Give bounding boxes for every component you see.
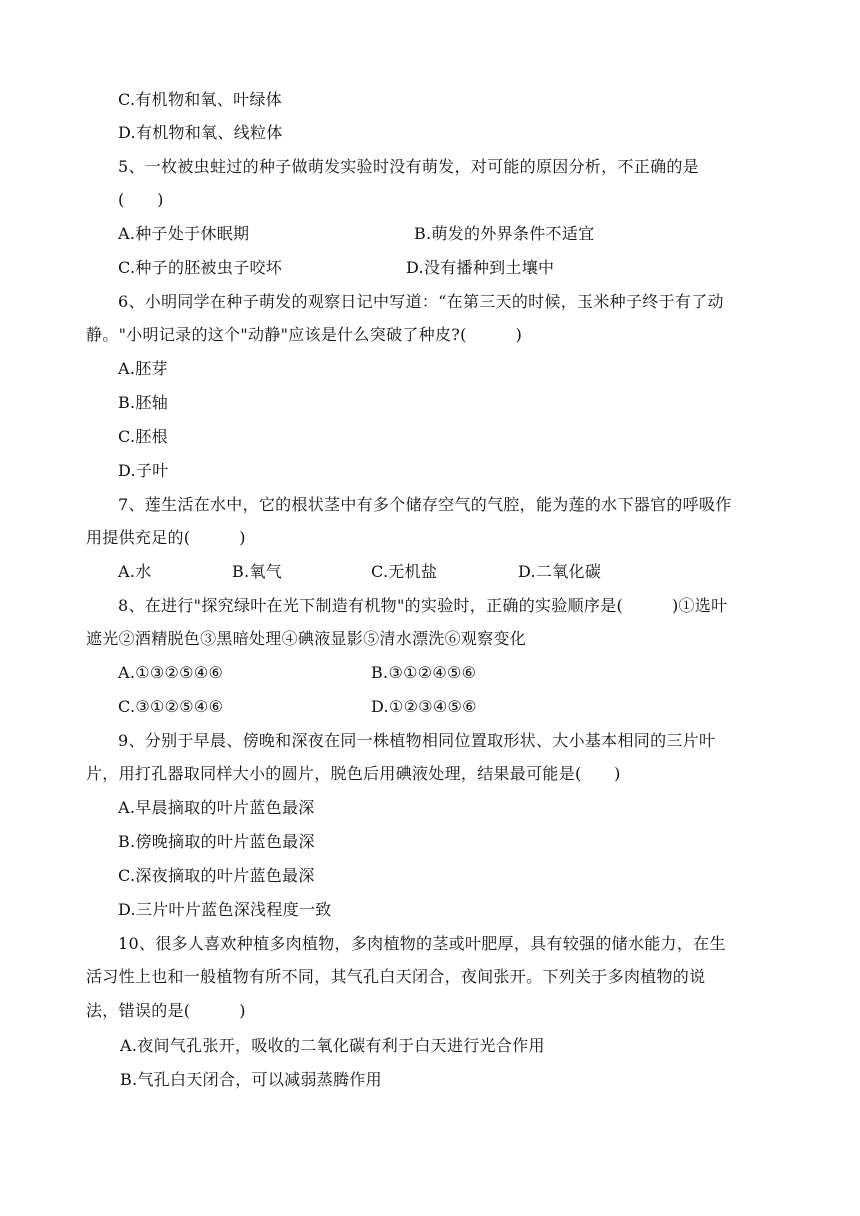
- q9-option-b: B.傍晚摘取的叶片蓝色最深: [118, 832, 315, 851]
- q7-option-c: C.无机盐: [371, 562, 438, 581]
- q6-option-c: C.胚根: [118, 427, 168, 446]
- q9-option-d: D.三片叶片蓝色深浅程度一致: [118, 900, 332, 919]
- q7-option-d: D.二氧化碳: [518, 562, 602, 581]
- q9-stem-line1: 9、分别于早晨、傍晚和深夜在同一株植物相同位置取形状、大小基本相同的三片叶: [118, 731, 716, 750]
- q10-option-b: B.气孔白天闭合，可以减弱蒸腾作用: [120, 1070, 382, 1089]
- q7-option-b: B.氧气: [232, 562, 283, 581]
- q5-stem-line1: 5、一枚被虫蛀过的种子做萌发实验时没有萌发，对可能的原因分析，不正确的是: [118, 157, 699, 176]
- q5-option-a: A.种子处于休眠期: [118, 224, 250, 243]
- q7-stem-line1: 7、莲生活在水中，它的根状茎中有多个储存空气的气腔，能为莲的水下器官的呼吸作: [118, 495, 732, 514]
- q10-stem-line2: 活习性上也和一般植物有所不同，其气孔白天闭合，夜间张开。下列关于多肉植物的说: [86, 967, 706, 986]
- q7-option-a: A.水: [118, 562, 152, 581]
- q6-stem-line1: 6、小明同学在种子萌发的观察日记中写道：“在第三天的时候，玉米种子终于有了动: [118, 292, 724, 311]
- q10-stem-line3: 法，错误的是( ): [86, 1001, 246, 1020]
- q9-stem-line2: 片，用打孔器取同样大小的圆片，脱色后用碘液处理，结果最可能是( ): [86, 764, 621, 783]
- q8-stem-line2: 遮光②酒精脱色③黑暗处理④碘液显影⑤清水漂洗⑥观察变化: [86, 629, 527, 648]
- q8-option-b: B.③①②④⑤⑥: [371, 663, 477, 682]
- q10-option-a: A.夜间气孔张开，吸收的二氧化碳有利于白天进行光合作用: [120, 1036, 545, 1055]
- q5-option-b: B.萌发的外界条件不适宜: [414, 224, 595, 243]
- q5-option-c: C.种子的胚被虫子咬坏: [118, 258, 283, 277]
- q5-option-d: D.没有播种到土壤中: [406, 258, 555, 277]
- q9-option-c: C.深夜摘取的叶片蓝色最深: [118, 866, 315, 885]
- q8-stem-line1: 8、在进行"探究绿叶在光下制造有机物"的实验时，正确的实验顺序是( )①选叶: [118, 596, 728, 615]
- q4-option-d: D.有机物和氧、线粒体: [118, 123, 283, 142]
- q6-option-d: D.子叶: [118, 461, 169, 480]
- q6-stem-line2: 静。"小明记录的这个"动静"应该是什么突破了种皮?( ): [86, 325, 523, 344]
- q5-stem-line2: ( ): [118, 190, 164, 209]
- q7-stem-line2: 用提供充足的( ): [86, 528, 246, 547]
- q8-option-d: D.①②③④⑤⑥: [371, 697, 477, 716]
- q10-stem-line1: 10、很多人喜欢种植多肉植物，多肉植物的茎或叶肥厚，具有较强的储水能力，在生: [118, 934, 726, 953]
- q4-option-c: C.有机物和氧、叶绿体: [118, 90, 283, 109]
- q6-option-b: B.胚轴: [118, 393, 169, 412]
- q8-option-c: C.③①②⑤④⑥: [118, 697, 224, 716]
- q6-option-a: A.胚芽: [118, 359, 168, 378]
- q8-option-a: A.①③②⑤④⑥: [118, 663, 224, 682]
- q9-option-a: A.早晨摘取的叶片蓝色最深: [118, 798, 315, 817]
